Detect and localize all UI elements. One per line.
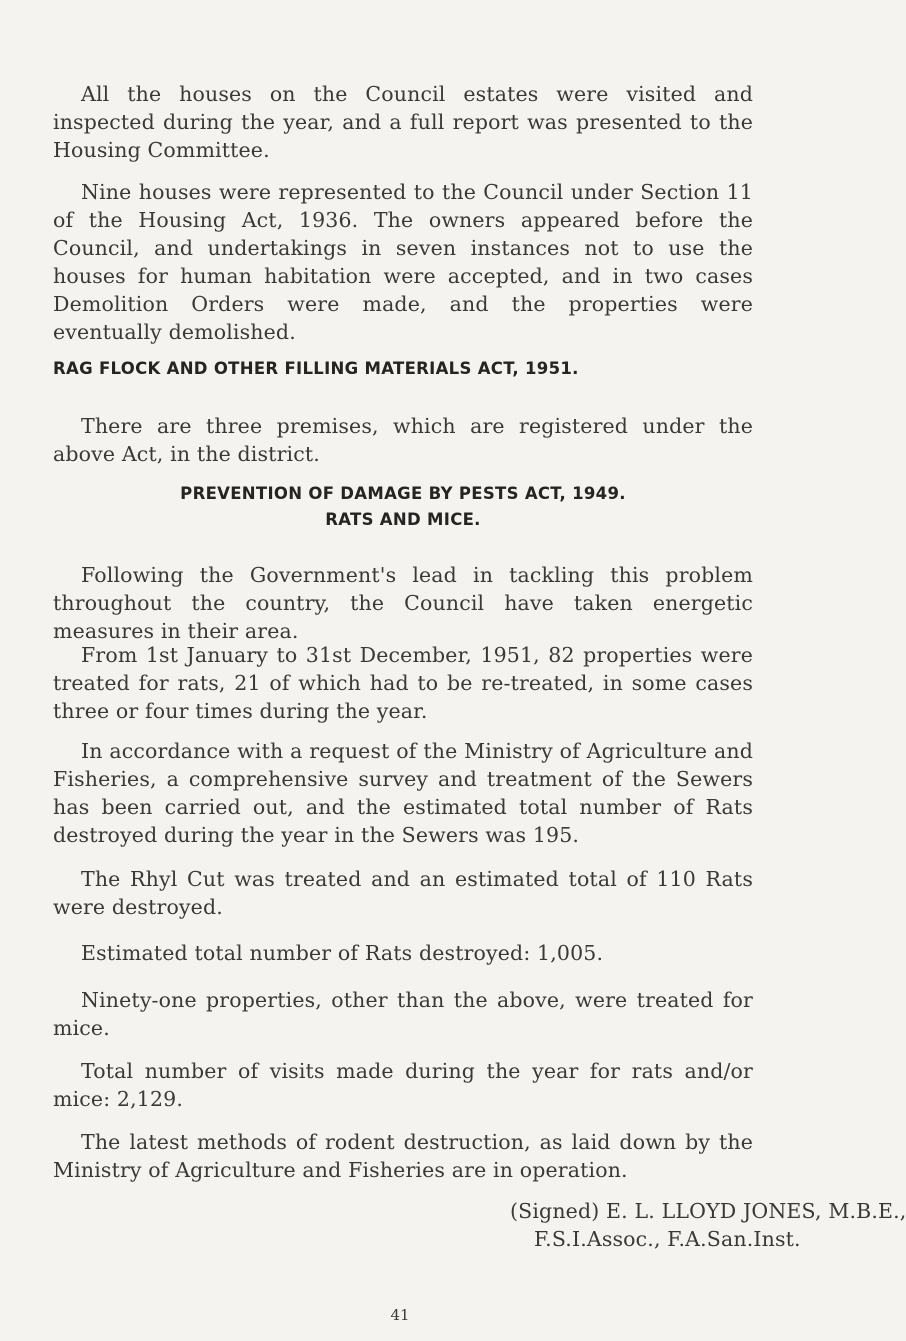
heading-pests-act: PREVENTION OF DAMAGE BY PESTS ACT, 1949. bbox=[180, 484, 626, 503]
paragraph-rhyl-cut: The Rhyl Cut was treated and an estimated total of 110 Rats were destroyed. bbox=[53, 867, 753, 919]
signature-qualifications-line: F.S.I.Assoc., F.A.San.Inst. bbox=[534, 1227, 801, 1251]
paragraph-properties-treated: From 1st January to 31st December, 1951, 82 properties were treated for rats, 21 of which had to be re-treated, in some cases three or four times during the year. bbox=[53, 643, 753, 723]
page-number: 41 bbox=[390, 1306, 410, 1324]
heading-rag-flock-act: RAG FLOCK AND OTHER FILLING MATERIALS ACT, 1951. bbox=[53, 359, 579, 378]
paragraph-government-lead: Following the Government's lead in tackling this problem throughout the country, the Council have taken energetic measures in their area. bbox=[53, 563, 753, 643]
signature-name-line: (Signed) E. L. LLOYD JONES, M.B.E., bbox=[510, 1199, 906, 1223]
paragraph-latest-methods: The latest methods of rodent destruction, as laid down by the Ministry of Agriculture and Fisheries are in operation. bbox=[53, 1130, 753, 1182]
paragraph-estates-visit: All the houses on the Council estates were visited and inspected during the year, and a full report was presented to the Housing Committee. bbox=[53, 82, 753, 162]
signature-block bbox=[510, 1197, 906, 1253]
heading-rats-and-mice: RATS AND MICE. bbox=[325, 510, 481, 529]
paragraph-rag-flock-premises: There are three premises, which are registered under the above Act, in the district. bbox=[53, 414, 753, 466]
paragraph-total-visits: Total number of visits made during the year for rats and/or mice: 2,129. bbox=[53, 1059, 753, 1111]
paragraph-mice-properties: Ninety-one properties, other than the above, were treated for mice. bbox=[53, 988, 753, 1040]
paragraph-sewers-survey: In accordance with a request of the Ministry of Agriculture and Fisheries, a comprehensive survey and treatment of the Sewers has been carried out, and the estimated total number of Rats destroyed during the year in the Sewers was 195. bbox=[53, 739, 753, 847]
paragraph-estimated-total: Estimated total number of Rats destroyed: 1,005. bbox=[81, 941, 604, 965]
paragraph-section-11: Nine houses were represented to the Council under Section 11 of the Housing Act, 1936. The owners appeared before the Council, and undertakings in seven instances not to use the houses for human habitation were accepted, and in two cases Demolition Orders were made, and the properties were eventually demolished. bbox=[53, 180, 753, 344]
